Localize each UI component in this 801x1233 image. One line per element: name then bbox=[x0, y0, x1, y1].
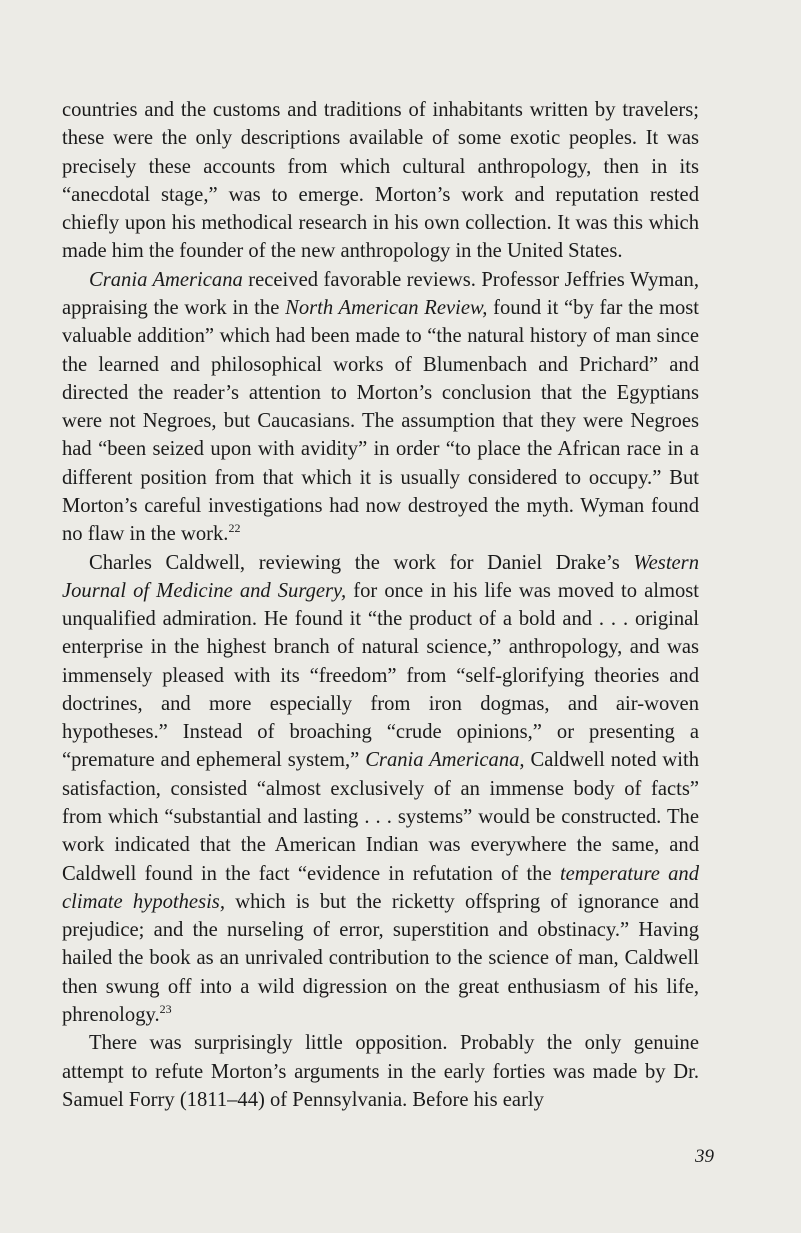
paragraph-3 bbox=[62, 549, 699, 1030]
paragraph-4 bbox=[62, 1029, 699, 1114]
paragraph-2 bbox=[62, 266, 699, 549]
text-run: Caldwell noted with satisfaction, consisted “almost exclusively of an immense body of facts” from which “substantial and lasting . . . systems” would be constructed. The work indicated that the American Indian was everywhere the same, and Caldwell found in the fact “evidence in refutation of the bbox=[62, 749, 699, 885]
text-run: There was surprisingly little opposition. Probably the only genuine attempt to refute Morton’s arguments in the early forties was made by Dr. Samuel Forry (1811–44) of Pennsylvania. Before his early bbox=[62, 1032, 699, 1111]
page-number: 39 bbox=[695, 1146, 714, 1167]
footnote-ref: 22 bbox=[228, 521, 241, 536]
text-run: Charles Caldwell, reviewing the work for Daniel Drake’s bbox=[89, 551, 634, 574]
italic-run: North American Review, bbox=[285, 296, 488, 319]
text-run: received favorable reviews. Professor Jeffries Wyman, appraising the work in the bbox=[62, 268, 699, 319]
italic-run: temperature and climate hypothesis, bbox=[62, 862, 699, 913]
text-run: which is but the ricketty offspring of ignorance and prejudice; and the nurseling of error, superstition and obstinacy.” Having hailed the book as an unrivaled contribution to the science of man, Caldwell then swung off into a wild digression on the great enthusiasm of his life, phrenology. bbox=[62, 890, 699, 1026]
text-run: countries and the customs and traditions of inhabitants written by travelers; these were the only descriptions available of some exotic peoples. It was precisely these accounts from which cultural anthropology, then in its “anecdotal stage,” was to emerge. Morton’s work and reputation rested chiefly upon his methodical research in his own collection. It was this which made him the founder of the new anthropology in the United States. bbox=[62, 99, 699, 263]
text-run: found it “by far the most valuable addition” which had been made to “the natural history of man since the learned and philosophical works of Blumenbach and Prichard” and directed the reader’s attention to Morton’s conclusion that the Egyptians were not Negroes, but Caucasians. The assumption that they were Negroes had “been seized upon with avidity” in order “to place the African race in a different position from that which it is usually considered to occupy.” But Morton’s careful investigations had now destroyed the myth. Wyman found no flaw in the work. bbox=[62, 296, 700, 546]
italic-run: Crania Americana bbox=[89, 268, 243, 291]
footnote-ref: 23 bbox=[159, 1002, 172, 1017]
text-block bbox=[62, 96, 699, 1114]
italic-run: Western Journal of Medicine and Surgery, bbox=[62, 551, 699, 602]
paragraph-1 bbox=[62, 96, 699, 266]
text-run: for once in his life was moved to almost unqualified admiration. He found it “the product of a bold and . . . original enterprise in the highest branch of natural science,” anthropology, and was immensely pleased with its “freedom” from “self-glorifying theories and doctrines, and more especially from iron dogmas, and air-woven hypotheses.” Instead of broaching “crude opinions,” or presenting a “premature and ephemeral system,” bbox=[62, 579, 699, 772]
italic-run: Crania Americana, bbox=[365, 749, 525, 772]
